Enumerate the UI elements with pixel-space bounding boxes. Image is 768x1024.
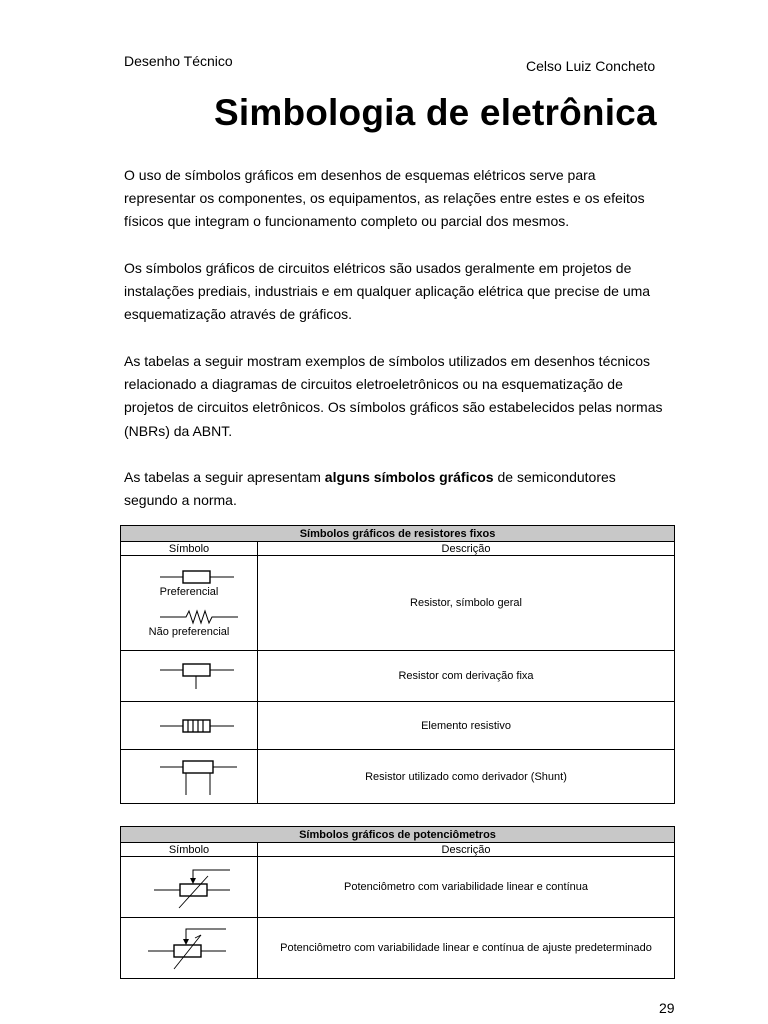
resistors-table-caption: Símbolos gráficos de resistores fixos — [121, 526, 675, 542]
potentiometers-col-symbol: Símbolo — [121, 843, 258, 857]
resistor-zigzag-symbol-icon — [134, 604, 244, 626]
p4-text-bold: alguns símbolos gráficos — [324, 469, 494, 485]
resistors-col-symbol: Símbolo — [121, 542, 258, 556]
page-title: Simbologia de eletrônica — [214, 92, 657, 133]
resistive-element-description: Elemento resistivo — [258, 702, 675, 750]
table-row — [121, 857, 675, 918]
resistive-element-symbol-icon — [134, 717, 244, 735]
p4-text-pre: As tabelas a seguir apresentam — [124, 469, 325, 485]
paragraph-intro: O uso de símbolos gráficos em desenhos de esquemas elétricos serve para representar os componentes, os equipamentos, as relações entre estes e os efeitos físicos que integram o funcionamento completo ou parcial dos mesmos. — [124, 167, 645, 230]
shunt-resistor-description: Resistor utilizado como derivador (Shunt) — [258, 750, 675, 804]
potentiometer-linear-description: Potenciômetro com variabilidade linear e contínua — [258, 857, 675, 918]
table-row — [121, 651, 675, 702]
resistor-general-symbol-cell — [121, 556, 258, 651]
label-preferred: Preferencial — [159, 586, 219, 598]
table-row — [121, 702, 675, 750]
potentiometer-preset-symbol-cell — [121, 918, 258, 979]
paragraph-usage: Os símbolos gráficos de circuitos elétricos são usados geralmente em projetos de instalações prediais, industriais e em qualquer aplicação elétrica que precise de uma esquematização através de gráficos. — [124, 260, 651, 323]
p4-text-post: de semicondutores segundo a norma. — [124, 469, 616, 509]
shunt-resistor-symbol-icon — [134, 757, 244, 797]
potentiometers-table — [120, 826, 675, 979]
shunt-resistor-symbol-cell — [121, 750, 258, 804]
resistor-general-description: Resistor, símbolo geral — [258, 556, 675, 651]
potentiometers-table-caption: Símbolos gráficos de potenciômetros — [121, 827, 675, 843]
potentiometer-linear-symbol-icon — [134, 860, 244, 914]
resistor-tap-description: Resistor com derivação fixa — [258, 651, 675, 702]
table-row — [121, 750, 675, 804]
potentiometer-preset-symbol-icon — [134, 921, 244, 975]
paragraph-semiconductors — [124, 466, 664, 512]
label-non-preferred: Não preferencial — [148, 626, 230, 638]
header-subject: Desenho Técnico — [124, 53, 233, 69]
potentiometer-linear-symbol-cell — [121, 857, 258, 918]
table-row — [121, 556, 675, 651]
paragraph-tables: As tabelas a seguir mostram exemplos de símbolos utilizados em desenhos técnicos relacionado a diagramas de circuitos eletroeletrônicos ou na esquematização de projetos de circuitos eletrônicos. Os símbolos gráficos são estabelecidos pelas normas (NBRs) da ABNT. — [124, 353, 663, 439]
header-author: Celso Luiz Concheto — [526, 58, 656, 74]
resistor-tap-symbol-cell — [121, 651, 258, 702]
resistors-table — [120, 525, 675, 804]
resistor-fixed-tap-symbol-icon — [134, 659, 244, 693]
resistive-element-symbol-cell — [121, 702, 258, 750]
potentiometers-col-description: Descrição — [258, 843, 675, 857]
table-row — [121, 918, 675, 979]
potentiometer-preset-description: Potenciômetro com variabilidade linear e contínua de ajuste predeterminado — [258, 918, 675, 979]
resistor-preferred-symbol-icon — [134, 568, 244, 586]
resistors-col-description: Descrição — [258, 542, 675, 556]
page-number: 29 — [659, 1000, 675, 1016]
